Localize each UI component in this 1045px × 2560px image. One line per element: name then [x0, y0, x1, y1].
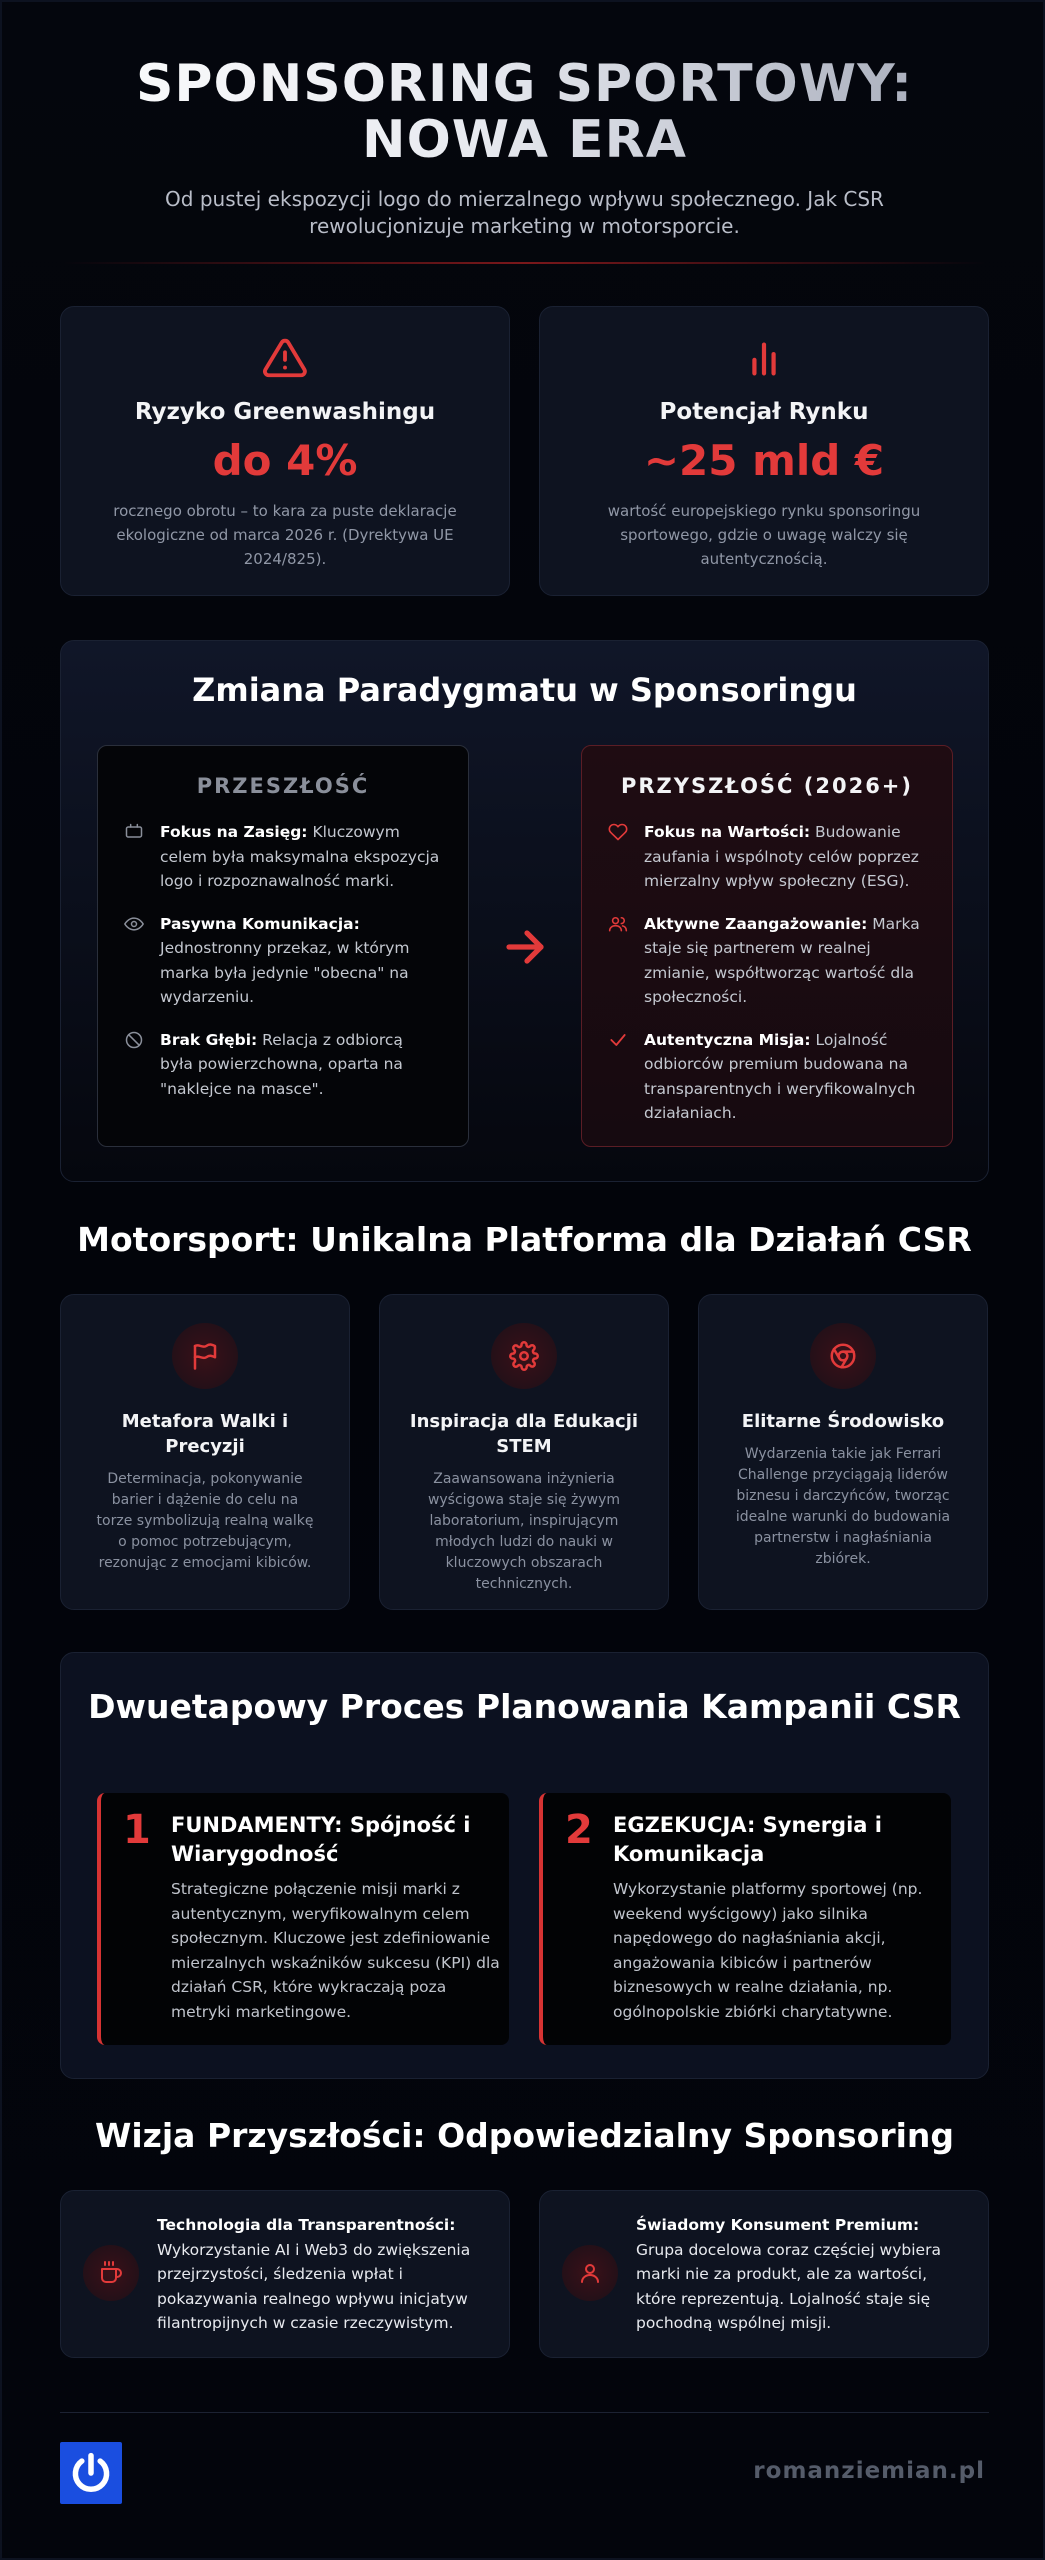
vision-card-title: Świadomy Konsument Premium:: [636, 2216, 920, 2234]
past-column: [97, 745, 469, 1147]
feature-card: [60, 1294, 350, 1610]
future-column: [581, 745, 953, 1147]
check-icon: [608, 1030, 628, 1050]
hero: [2, 56, 1045, 240]
vision-card-description: Wykorzystanie AI i Web3 do zwiększenia przejrzystości, śledzenia wpłat i pokazywania realnego wpływu inicjatyw filantropijnych w czasie rzeczywistym.: [157, 2240, 471, 2332]
step-description: Wykorzystanie platformy sportowej (np. weekend wyścigowy) jako silnika napędowego do nagłaśniania akcji, angażowania kibiców i partnerów biznesowych w realne działania, np. ogólnopolskie zbiórki charytatywne.: [613, 1880, 923, 2021]
feature-description: Wydarzenia takie jak Ferrari Challenge przyciągają liderów biznesu i darczyńców, tworząc idealne warunki do budowania partnerstw i nagłaśniania zbiórek.: [735, 1446, 951, 1567]
vision-card: [539, 2190, 989, 2358]
step-title: EGZEKUCJA: Synergia i Komunikacja: [613, 1813, 882, 1866]
stat-title: Potencjał Rynku: [659, 399, 869, 425]
list-item: Brak Głębi: Relacja z odbiorcą była powierzchowna, oparta na "naklejce na masce".: [160, 1028, 440, 1102]
heart-icon: [608, 822, 628, 842]
warning-triangle-icon: [262, 335, 308, 381]
feature-title: Metafora Walki i Precyzji: [121, 1411, 289, 1457]
feature-description: Determinacja, pokonywanie barier i dążenie do celu na torze symbolizują realną walkę o pomoc potrzebującym, rezonując z emocjami kibiców.: [96, 1471, 314, 1571]
stat-title: Ryzyko Greenwashingu: [134, 399, 436, 425]
red-divider: [60, 262, 989, 264]
stat-value: do 4%: [212, 436, 358, 485]
coffee-cup-icon: [99, 2261, 123, 2285]
step-title: FUNDAMENTY: Spójność i Wiarygodność: [171, 1813, 471, 1866]
past-heading: PRZESZŁOŚĆ: [196, 774, 370, 798]
footer-divider: [60, 2412, 989, 2413]
motorsport-title: Motorsport: Unikalna Platforma dla Działań CSR: [77, 1220, 972, 1259]
paradigm-section: [60, 640, 989, 1182]
vision-card-title: Technologia dla Transparentności:: [157, 2216, 456, 2234]
list-item: Fokus na Wartości: Budowanie zaufania i wspólnoty celów poprzez mierzalny wpływ społeczny (ESG).: [644, 820, 924, 894]
stat-value: ~25 mld €: [643, 436, 885, 485]
hero-subtitle: Od pustej ekspozycji logo do mierzalnego wpływu społecznego. Jak CSR rewolucjonizuje marketing w motorsporcie.: [165, 187, 884, 238]
users-icon: [608, 914, 628, 934]
website-link[interactable]: romanziemian.pl: [753, 2458, 985, 2484]
title-line-2: NOWA ERA: [362, 110, 687, 170]
list-item: Fokus na Zasięg: Kluczowym celem była maksymalna ekspozycja logo i rozpoznawalność marki.: [160, 820, 440, 894]
list-item: Autentyczna Misja: Lojalność odbiorców premium budowana na transparentnych i weryfikowalnych działaniach.: [644, 1028, 924, 1126]
process-step: [539, 1793, 951, 2045]
user-icon: [578, 2261, 602, 2285]
feature-title: Elitarne Środowisko: [741, 1411, 945, 1432]
step-number: 1: [123, 1807, 151, 1853]
stat-card-market: [539, 306, 989, 596]
arrow-right-icon: [501, 923, 549, 971]
feature-card: [698, 1294, 988, 1610]
section-title: Dwuetapowy Proces Planowania Kampanii CSR: [88, 1687, 961, 1726]
list-item: Pasywna Komunikacja: Jednostronny przekaz, w którym marka była jedynie "obecna" na wydarzeniu.: [160, 912, 440, 1010]
eye-icon: [124, 914, 144, 934]
chrome-icon: [828, 1341, 858, 1371]
process-section: [60, 1652, 989, 2079]
page-title: [2, 56, 1045, 168]
section-title: Zmiana Paradygmatu w Sponsoringu: [192, 671, 857, 709]
step-description: Strategiczne połączenie misji marki z autentycznym, weryfikowalnym celem społecznym. Kluczowe jest zdefiniowanie mierzalnych wskaźników sukcesu (KPI) dla działań CSR, które wykraczają poza metryki marketingowe.: [171, 1880, 500, 2021]
vision-title: Wizja Przyszłości: Odpowiedzialny Sponsoring: [94, 2116, 955, 2155]
stat-description: wartość europejskiego rynku sponsoringu sportowego, gdzie o uwagę walczy się autentycznością.: [607, 502, 921, 568]
ban-icon: [124, 1030, 144, 1050]
vision-card-description: Grupa docelowa coraz częściej wybiera marki nie za produkt, ale za wartości, które reprezentują. Lojalność staje się pochodną wspólnej misji.: [636, 2240, 941, 2332]
brand-logo[interactable]: [60, 2442, 122, 2504]
power-icon: [69, 2451, 113, 2495]
gear-icon: [509, 1341, 539, 1371]
flag-icon: [190, 1341, 220, 1371]
billboard-icon: [124, 822, 144, 842]
stat-description: rocznego obrotu – to kara za puste deklaracje ekologiczne od marca 2026 r. (Dyrektywa UE 2024/825).: [113, 502, 457, 568]
process-step: [97, 1793, 509, 2045]
step-number: 2: [565, 1807, 593, 1853]
list-item: Aktywne Zaangażowanie: Marka staje się partnerem w realnej zmianie, współtworząc wartość dla społeczności.: [644, 912, 924, 1010]
future-heading: PRZYSZŁOŚĆ (2026+): [620, 774, 914, 798]
feature-description: Zaawansowana inżynieria wyścigowa staje się żywym laboratorium, inspirującym młodych ludzi do nauki w kluczowych obszarach technicznych.: [427, 1471, 621, 1592]
feature-card: [379, 1294, 669, 1610]
title-line-1: SPONSORING SPORTOWY:: [135, 54, 914, 114]
stat-card-greenwashing: [60, 306, 510, 596]
vision-card: [60, 2190, 510, 2358]
bar-chart-icon: [741, 335, 787, 381]
feature-title: Inspiracja dla Edukacji STEM: [409, 1411, 639, 1457]
